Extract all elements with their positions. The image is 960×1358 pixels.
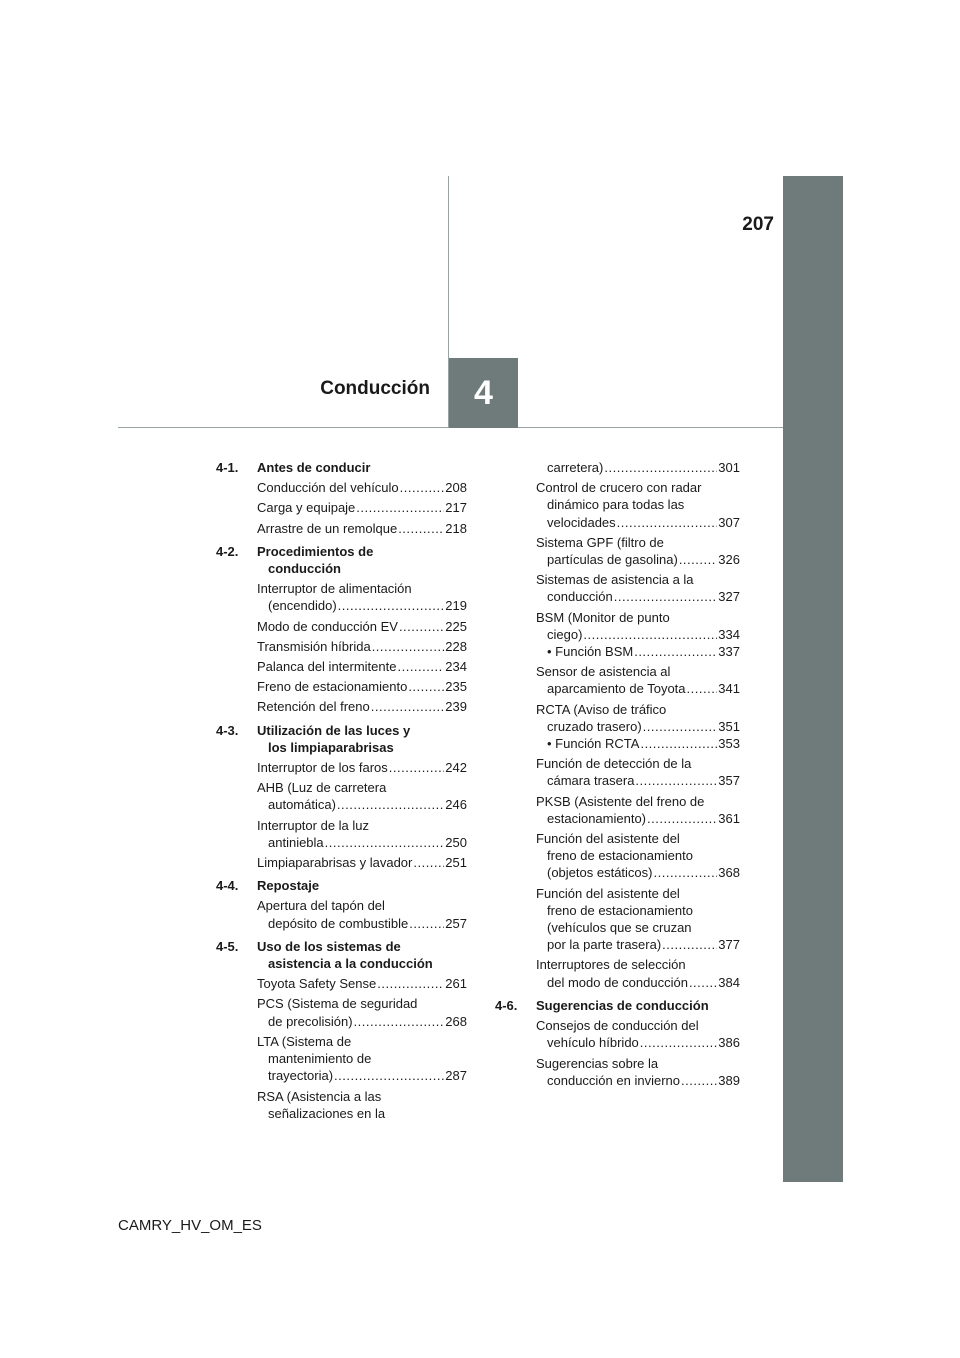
leader-dots	[647, 810, 717, 827]
toc-page-number: 357	[718, 773, 740, 789]
leader-dots	[614, 588, 718, 605]
toc-page-number: 268	[445, 1013, 467, 1029]
toc-right-column	[495, 459, 740, 1092]
toc-entry-text: dinámico para todas las	[547, 497, 685, 513]
toc-entry[interactable]	[216, 1088, 467, 1122]
toc-entry[interactable]	[495, 479, 740, 531]
toc-section-number: 4-5.	[216, 938, 239, 954]
toc-entry-text: conducción	[547, 589, 613, 605]
document-code: CAMRY_HV_OM_ES	[118, 1217, 262, 1234]
toc-entry-text: velocidades	[547, 514, 616, 530]
toc-entry-text: antiniebla	[268, 834, 324, 850]
leader-dots	[408, 678, 444, 695]
toc-entry[interactable]	[495, 956, 740, 990]
toc-entry[interactable]	[495, 663, 740, 697]
leader-dots	[635, 772, 717, 789]
toc-entry-text: freno de estacionamiento	[547, 902, 693, 918]
toc-section-heading	[216, 722, 467, 756]
toc-entry-line	[257, 975, 467, 992]
toc-page-number: 234	[445, 659, 467, 675]
toc-entry-text: Sugerencias sobre la	[536, 1055, 659, 1071]
toc-entry-text: aparcamiento de Toyota	[547, 681, 686, 697]
chapter-side-tab	[783, 176, 843, 1182]
toc-page-number: 225	[445, 618, 467, 634]
toc-entry-text: Función de detección de la	[536, 756, 692, 772]
leader-dots	[687, 680, 718, 697]
toc-page-number: 235	[445, 679, 467, 695]
toc-section-number: 4-6.	[495, 997, 518, 1013]
toc-entry[interactable]	[495, 830, 740, 882]
toc-page-number: 386	[718, 1035, 740, 1051]
toc-entry-text: RSA (Asistencia a las	[257, 1088, 382, 1104]
leader-dots	[371, 698, 445, 715]
toc-entry-text: Retención del freno	[257, 699, 370, 715]
toc-entry-line	[257, 479, 467, 496]
toc-page-number: 218	[445, 520, 467, 536]
toc-section-title: Procedimientos de	[257, 543, 374, 559]
toc-entry-text: Función del asistente del	[536, 885, 680, 901]
toc-section	[216, 938, 467, 1122]
toc-entry-text: Sensor de asistencia al	[536, 664, 671, 680]
toc-entry-text: • Función RCTA	[547, 736, 640, 752]
toc-entry-text: cruzado trasero)	[547, 718, 642, 734]
toc-entry-line	[536, 680, 740, 697]
toc-entry-text: cámara trasera	[547, 773, 635, 789]
leader-dots	[413, 854, 444, 871]
toc-entry-line	[257, 638, 467, 655]
leader-dots	[399, 618, 444, 635]
toc-entry-text: Interruptor de los faros	[257, 760, 388, 776]
toc-entry-text: Transmisión híbrida	[257, 638, 371, 654]
toc-entry[interactable]	[216, 520, 467, 537]
toc-entry-line	[257, 597, 467, 614]
toc-entry-text: RCTA (Aviso de tráfico	[536, 701, 667, 717]
leader-dots	[604, 459, 717, 476]
toc-page-number: 217	[445, 500, 467, 516]
toc-entry-line	[257, 834, 467, 851]
toc-page-number: 219	[445, 598, 467, 614]
toc-entry-text: PKSB (Asistente del freno de	[536, 793, 705, 809]
toc-entry[interactable]	[216, 817, 467, 851]
toc-page-number: 242	[445, 760, 467, 776]
toc-page-number: 337	[718, 644, 740, 660]
toc-section	[216, 459, 467, 537]
toc-entry-text: ciego)	[547, 626, 583, 642]
toc-section	[216, 722, 467, 872]
toc-entry-text: señalizaciones en la	[268, 1105, 386, 1121]
toc-entry[interactable]	[216, 638, 467, 655]
leader-dots	[334, 1067, 444, 1084]
toc-entry-text: Control de crucero con radar	[536, 480, 702, 496]
toc-entry-line	[536, 514, 740, 531]
toc-entry-line	[257, 1013, 467, 1030]
leader-dots	[354, 1013, 445, 1030]
leader-dots	[681, 1072, 717, 1089]
toc-entry-line	[536, 974, 740, 991]
toc-page-number: 301	[718, 460, 740, 475]
toc-page-number: 361	[718, 810, 740, 826]
toc-entry-text: Apertura del tapón del	[257, 898, 385, 914]
toc-page-number: 251	[445, 855, 467, 871]
toc-section	[216, 543, 467, 716]
toc-section-heading	[216, 543, 467, 577]
toc-section-number: 4-2.	[216, 543, 239, 559]
toc-page-number: 327	[718, 589, 740, 605]
leader-dots	[409, 915, 444, 932]
toc-entry-text: Sistemas de asistencia a la	[536, 572, 694, 588]
toc-entry-text: LTA (Sistema de	[257, 1033, 352, 1049]
leader-dots	[400, 479, 445, 496]
toc-entry-text: del modo de conducción	[547, 974, 688, 990]
toc-entry-line	[257, 520, 467, 537]
toc-section-title: Uso de los sistemas de	[257, 938, 401, 954]
toc-entry[interactable]	[216, 580, 467, 614]
toc-entry[interactable]	[216, 698, 467, 715]
leader-dots	[634, 643, 717, 660]
toc-entry-text: depósito de combustible	[268, 915, 409, 931]
leader-dots	[662, 936, 717, 953]
toc-entry[interactable]	[495, 701, 740, 753]
toc-entry[interactable]	[216, 658, 467, 675]
toc-entry-text: Interruptor de alimentación	[257, 581, 412, 597]
toc-entry-line	[257, 658, 467, 675]
toc-section	[216, 877, 467, 932]
toc-entry-text: partículas de gasolina)	[547, 552, 678, 568]
toc-entry-line	[536, 1072, 740, 1089]
leader-dots	[356, 499, 444, 516]
page-number: 207	[742, 214, 774, 235]
toc-section-heading	[216, 938, 467, 972]
leader-dots	[640, 1034, 718, 1051]
leader-dots	[643, 718, 718, 735]
toc-entry-line	[257, 618, 467, 635]
chapter-title: Conducción	[320, 378, 430, 399]
toc-page-number: 261	[445, 976, 467, 992]
toc-entry-line	[536, 1034, 740, 1051]
toc-entry-line	[257, 796, 467, 813]
toc-entry-text: estacionamiento)	[547, 810, 646, 826]
toc-entry[interactable]	[495, 885, 740, 954]
toc-section	[495, 459, 740, 991]
toc-entry[interactable]	[216, 779, 467, 813]
toc-entry-text: por la parte trasera)	[547, 937, 662, 953]
toc-entry-text: Freno de estacionamiento	[257, 679, 408, 695]
toc-page-number: 208	[445, 480, 467, 496]
toc-entry-line	[536, 936, 740, 953]
toc-entry-text: Palanca del intermitente	[257, 659, 397, 675]
leader-dots	[398, 520, 444, 537]
toc-section-title: Repostaje	[257, 878, 320, 894]
toc-entry-line	[257, 759, 467, 776]
toc-page-number: 341	[718, 681, 740, 697]
leader-dots	[337, 796, 444, 813]
toc-section-title: conducción	[268, 561, 341, 577]
toc-page-number: 326	[718, 552, 740, 568]
toc-entry-text: Interruptor de la luz	[257, 817, 370, 833]
toc-entry[interactable]	[216, 759, 467, 776]
leader-dots	[640, 735, 717, 752]
toc-entry[interactable]	[495, 793, 740, 827]
toc-page-number: 228	[445, 638, 467, 654]
toc-entry[interactable]	[216, 995, 467, 1029]
leader-dots	[689, 974, 717, 991]
toc-entry-text: (vehículos que se cruzan	[547, 920, 692, 936]
toc-section-title: asistencia a la conducción	[268, 956, 433, 972]
toc-entry-line	[536, 864, 740, 881]
toc-page-number: 334	[718, 626, 740, 642]
toc-entry-text: Sistema GPF (filtro de	[536, 534, 664, 550]
toc-section-number: 4-1.	[216, 460, 239, 475]
toc-page-number: 239	[445, 699, 467, 715]
toc-entry-text: automática)	[268, 797, 336, 813]
leader-dots	[583, 626, 717, 643]
toc-page-number: 377	[718, 937, 740, 953]
toc-section-title: los limpiaparabrisas	[268, 739, 394, 755]
toc-section-title: Utilización de las luces y	[257, 722, 411, 738]
toc-entry-line	[536, 459, 740, 476]
toc-entry-text: de precolisión)	[268, 1013, 353, 1029]
toc-entry-text: Modo de conducción EV	[257, 618, 398, 634]
leader-dots	[389, 759, 445, 776]
toc-entry-text: AHB (Luz de carretera	[257, 780, 387, 796]
toc-entry[interactable]	[495, 755, 740, 789]
toc-entry[interactable]	[216, 975, 467, 992]
toc-entry-text: trayectoria)	[268, 1068, 334, 1084]
leader-dots	[325, 834, 445, 851]
toc-entry-text: PCS (Sistema de seguridad	[257, 996, 418, 1012]
toc-entry-text: mantenimiento de	[268, 1051, 372, 1067]
toc-entry-text: • Función BSM	[547, 644, 634, 660]
toc-entry-text: Toyota Safety Sense	[257, 976, 377, 992]
toc-section-number: 4-3.	[216, 722, 239, 738]
toc-section	[495, 997, 740, 1089]
toc-section-title: Antes de conducir	[257, 460, 371, 475]
chapter-number: 4	[474, 373, 493, 412]
toc-entry[interactable]	[216, 897, 467, 931]
toc-entry-line	[536, 551, 740, 568]
toc-page-number: 250	[445, 834, 467, 850]
toc-entry-line	[536, 588, 740, 605]
toc-entry-line	[536, 772, 740, 789]
toc-entry[interactable]	[495, 459, 740, 476]
toc-entry[interactable]	[216, 678, 467, 695]
toc-entry-text: Conducción del vehículo	[257, 480, 399, 496]
toc-subentry-line	[536, 735, 740, 752]
toc-page-number: 307	[718, 514, 740, 530]
toc-entry[interactable]	[216, 1033, 467, 1085]
toc-page-number: 257	[445, 915, 467, 931]
toc-entry-line	[536, 810, 740, 827]
leader-dots	[679, 551, 717, 568]
leader-dots	[654, 864, 718, 881]
toc-entry[interactable]	[495, 534, 740, 568]
leader-dots	[397, 658, 444, 675]
toc-entry-text: Interruptores de selección	[536, 957, 686, 973]
toc-entry[interactable]	[216, 618, 467, 635]
toc-entry-text: freno de estacionamiento	[547, 848, 693, 864]
toc-entry-line	[257, 678, 467, 695]
toc-entry-text: Arrastre de un remolque	[257, 520, 398, 536]
toc-page-number: 389	[718, 1072, 740, 1088]
toc-entry-line	[257, 698, 467, 715]
toc-entry-line	[257, 915, 467, 932]
toc-entry-text: Carga y equipaje	[257, 500, 356, 516]
toc-entry-text: Consejos de conducción del	[536, 1018, 699, 1034]
toc-entry-text: (objetos estáticos)	[547, 865, 653, 881]
toc-page-number: 287	[445, 1068, 467, 1084]
toc-entry-line	[257, 499, 467, 516]
leader-dots	[617, 514, 718, 531]
toc-section-heading	[216, 877, 467, 894]
toc-entry[interactable]	[495, 1055, 740, 1089]
toc-entry[interactable]	[216, 499, 467, 516]
toc-entry-text: conducción en invierno	[547, 1072, 680, 1088]
toc-page-number: 368	[718, 865, 740, 881]
toc-entry[interactable]	[216, 854, 467, 871]
toc-page-number: 384	[718, 974, 740, 990]
toc-section-heading	[495, 997, 740, 1014]
toc-entry-text: (encendido)	[268, 598, 337, 614]
toc-entry[interactable]	[495, 1017, 740, 1051]
toc-entry-text: Función del asistente del	[536, 831, 680, 847]
toc-entry-line	[536, 718, 740, 735]
toc-entry-text: vehículo híbrido	[547, 1035, 639, 1051]
leader-dots	[377, 975, 444, 992]
toc-entry-line	[257, 1067, 467, 1084]
toc-entry-text: Limpiaparabrisas y lavador	[257, 855, 413, 871]
toc-subentry-line	[536, 643, 740, 660]
toc-entry[interactable]	[216, 479, 467, 496]
toc-page-number: 246	[445, 797, 467, 813]
leader-dots	[372, 638, 445, 655]
toc-page-number: 351	[718, 718, 740, 734]
toc-section-title: Sugerencias de conducción	[536, 997, 709, 1013]
toc-entry-text: carretera)	[547, 460, 604, 475]
toc-entry[interactable]	[495, 609, 740, 661]
toc-entry-line	[536, 626, 740, 643]
chapter-number-box	[449, 358, 518, 428]
toc-section-number: 4-4.	[216, 878, 239, 894]
leader-dots	[338, 597, 445, 614]
toc-entry-line	[257, 854, 467, 871]
toc-entry[interactable]	[495, 571, 740, 605]
toc-section-heading	[216, 459, 467, 476]
toc-entry-text: BSM (Monitor de punto	[536, 609, 670, 625]
toc-left-column	[216, 459, 467, 1125]
toc-page-number: 353	[718, 736, 740, 752]
